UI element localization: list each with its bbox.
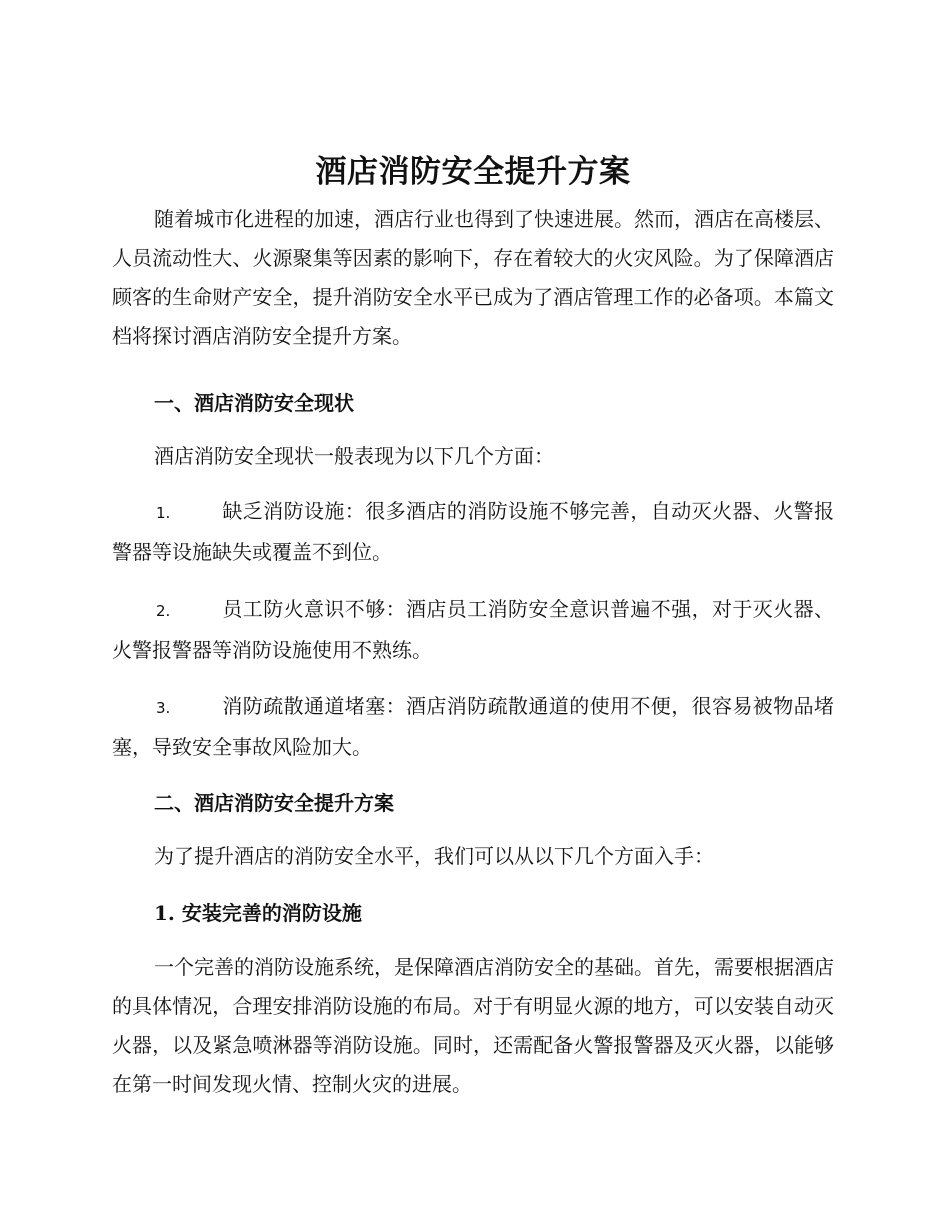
list-item xyxy=(112,687,834,767)
list-item-text: 缺乏消防设施：很多酒店的消防设施不够完善，自动灭火器、火警报警器等设施缺失或覆盖不到位。 xyxy=(112,499,834,564)
document-title: 酒店消防安全提升方案 xyxy=(315,154,631,190)
section1-heading: 一、酒店消防安全现状 xyxy=(154,391,354,415)
subsection1-heading: 1. 安装完善的消防设施 xyxy=(154,901,362,925)
section2-lead: 为了提升酒店的消防安全水平，我们可以从以下几个方面入手： xyxy=(154,844,714,868)
section2-heading: 二、酒店消防安全提升方案 xyxy=(154,791,394,815)
subsection1-body: 一个完善的消防设施系统，是保障酒店消防安全的基础。首先，需要根据酒店的具体情况，合理安排消防设施的布局。对于有明显火源的地方，可以安装自动灭火器，以及紧急喷淋器等消防设施。同时，还需配备火警报警器及灭火器，以能够在第一时间发现火情、控制火灾的进展。 xyxy=(112,955,834,1096)
intro-paragraph: 随着城市化进程的加速，酒店行业也得到了快速进展。然而，酒店在高楼层、人员流动性大、火源聚集等因素的影响下，存在着较大的火灾风险。为了保障酒店顾客的生命财产安全，提升消防安全水平已成为了酒店管理工作的必备项。本篇文档将探讨酒店消防安全提升方案。 xyxy=(112,207,834,348)
section1-lead: 酒店消防安全现状一般表现为以下几个方面： xyxy=(154,444,554,468)
list-item-text: 消防疏散通道堵塞：酒店消防疏散通道的使用不便，很容易被物品堵塞，导致安全事故风险加大。 xyxy=(112,694,834,759)
list-item-number: 3. xyxy=(156,699,171,717)
list-item xyxy=(112,590,834,670)
list-item xyxy=(112,492,834,572)
list-item-text: 员工防火意识不够：酒店员工消防安全意识普遍不强，对于灭火器、火警报警器等消防设施使用不熟练。 xyxy=(112,597,834,662)
list-item-number: 1. xyxy=(156,504,171,522)
list-item-number: 2. xyxy=(156,602,171,620)
